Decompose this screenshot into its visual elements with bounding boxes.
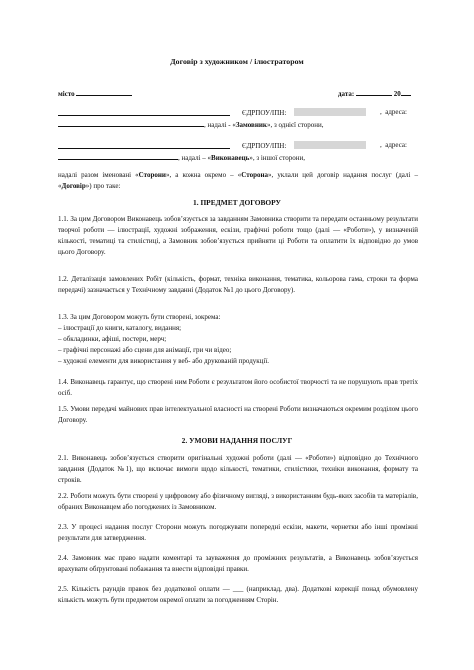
year-prefix: 20 xyxy=(393,90,401,98)
list-item: – обкладинки, афіші, постери, мерч; xyxy=(58,334,167,343)
section2-heading: 2. УМОВИ НАДАННЯ ПОСЛУГ xyxy=(181,436,293,445)
intro-bold-2: Сторона xyxy=(241,171,269,179)
intro-text-3: », уклали цей договір надання послуг (далі – « xyxy=(58,171,418,190)
party1-role: Замовник xyxy=(235,121,267,129)
clause-2-4 xyxy=(58,553,418,575)
party2-edrpou-field[interactable] xyxy=(294,141,366,149)
party1-address: , адреса: xyxy=(380,108,407,116)
party2-edrpou xyxy=(242,141,366,151)
party2-line1 xyxy=(58,141,230,152)
party2-edrpou-label: ЄДРПОУ/ІПН: xyxy=(242,142,287,150)
party1-line2 xyxy=(58,119,324,130)
party2-role: Виконавець xyxy=(211,154,250,162)
list-item: – художні елементи для використання у веб- або друкованій продукції. xyxy=(58,356,270,365)
intro-text-2: », а кожна окремо – « xyxy=(165,171,242,179)
party1-address-blank[interactable] xyxy=(58,119,204,127)
clause-2-5 xyxy=(58,584,418,606)
clause-1-1 xyxy=(58,214,418,258)
year-blank[interactable] xyxy=(401,88,411,96)
intro-text-4: ») про таке: xyxy=(85,181,121,190)
party2-suffix-post: », з іншої сторони, xyxy=(249,154,305,162)
party1-suffix-post: », з однієї сторони, xyxy=(266,121,324,129)
clause-1-2-text: 1.2. Деталізація замовлених Робіт (кількість, формат, техніка виконання, тематика, кольорова гама, строки та форма передачі) зазначається у Технічному завданні (Додаток №1 до цього Договору). xyxy=(58,275,418,294)
party2-address-label: адреса: xyxy=(385,141,407,149)
clause-2-5-text: 2.5. Кількість раундів правок без додаткової оплати — ___ (наприклад, два). Додаткові корекції понад обумовлену кількість можуть бути предметом окремої оплати за погодженням Сторін. xyxy=(58,585,418,604)
clause-1-5 xyxy=(58,404,418,426)
clause-1-1-text: 1.1. За цим Договором Виконавець зобов’язується за завданням Замовника створити та передати останньому результати творчої роботи — ілюстрації, художні зображення, ескізи, графічні роботи тощо (далі — «Роботи»), у визначеній кількості, тематиці та стилістиці, а Замовник зобов’язується прийняти ці Роботи та оплатити їх відповідно до умов цього Договору. xyxy=(58,215,418,256)
clause-2-2 xyxy=(58,491,418,513)
clause-2-1-text: 2.1. Виконавець зобов’язується створити оригінальні художні роботи (далі — «Роботи») відповідно до Технічного завдання (Додаток №1), що включає вимоги щодо кількості, тематики, стилістики, техніки виконання, формату та строків. xyxy=(58,454,418,484)
party1-address-label: адреса: xyxy=(385,108,407,116)
party1-edrpou-label: ЄДРПОУ/ІПН: xyxy=(242,109,287,117)
list-item: – графічні персонажі або сцени для анімації, гри чи відео; xyxy=(58,345,232,354)
party2-name-blank[interactable] xyxy=(58,141,230,149)
party1-suffix-pre: , надалі - « xyxy=(204,121,236,129)
clause-2-3-text: 2.3. У процесі надання послуг Сторони можуть погоджувати попередні ескізи, макети, чернетки або інші проміжні результати для затвердження. xyxy=(58,523,418,542)
date-blank[interactable] xyxy=(356,88,392,96)
clause-1-5-text: 1.5. Умови передачі майнових прав інтелектуальної власності на створені Роботи визначаються окремим розділом цього Договору. xyxy=(58,405,418,424)
clause-2-3 xyxy=(58,522,418,544)
party1-name-blank[interactable] xyxy=(58,108,230,116)
party2-address: , адреса: xyxy=(380,141,407,149)
city-label: місто xyxy=(58,90,75,98)
date-label: дата: xyxy=(338,90,355,98)
city-blank[interactable] xyxy=(76,88,132,96)
intro-bold-3: Договір xyxy=(61,181,86,190)
date-line xyxy=(338,88,411,99)
clause-2-2-text: 2.2. Роботи можуть бути створені у цифровому або фізичному вигляді, з використанням будь-яких засобів та матеріалів, обраних Виконавцем або погоджених із Замовником. xyxy=(58,492,418,511)
party2-line2 xyxy=(58,152,305,163)
party2-suffix-pre: , надалі – « xyxy=(178,154,212,162)
city-line xyxy=(58,88,132,99)
clause-1-4-text: 1.4. Виконавець гарантує, що створені ним Роботи є результатом його особистої творчості та не порушують прав третіх осіб. xyxy=(58,378,418,397)
clause-1-3 xyxy=(58,312,418,367)
document-title: Договір з художником / ілюстратором xyxy=(170,57,304,66)
intro-paragraph xyxy=(58,170,418,192)
party2-address-blank[interactable] xyxy=(58,152,178,160)
intro-text-1: надалі разом іменовані « xyxy=(58,171,139,179)
party1-edrpou-field[interactable] xyxy=(294,108,366,116)
intro-bold-1: Сторони xyxy=(138,171,166,179)
clause-1-3-intro: 1.3. За цим Договором можуть бути створені, зокрема: xyxy=(58,313,221,321)
clause-2-1 xyxy=(58,453,418,486)
list-item: – ілюстрації до книги, каталогу, видання; xyxy=(58,323,182,332)
clause-1-2 xyxy=(58,274,418,296)
party1-line1 xyxy=(58,108,230,119)
clause-2-4-text: 2.4. Замовник має право надати коментарі та зауваження до проміжних результатів, а Виконавець зобов’язується врахувати обґрунтовані побажання та внести відповідні правки. xyxy=(58,554,418,573)
party1-edrpou xyxy=(242,108,366,118)
section1-heading: 1. ПРЕДМЕТ ДОГОВОРУ xyxy=(193,198,281,207)
clause-1-4 xyxy=(58,377,418,399)
